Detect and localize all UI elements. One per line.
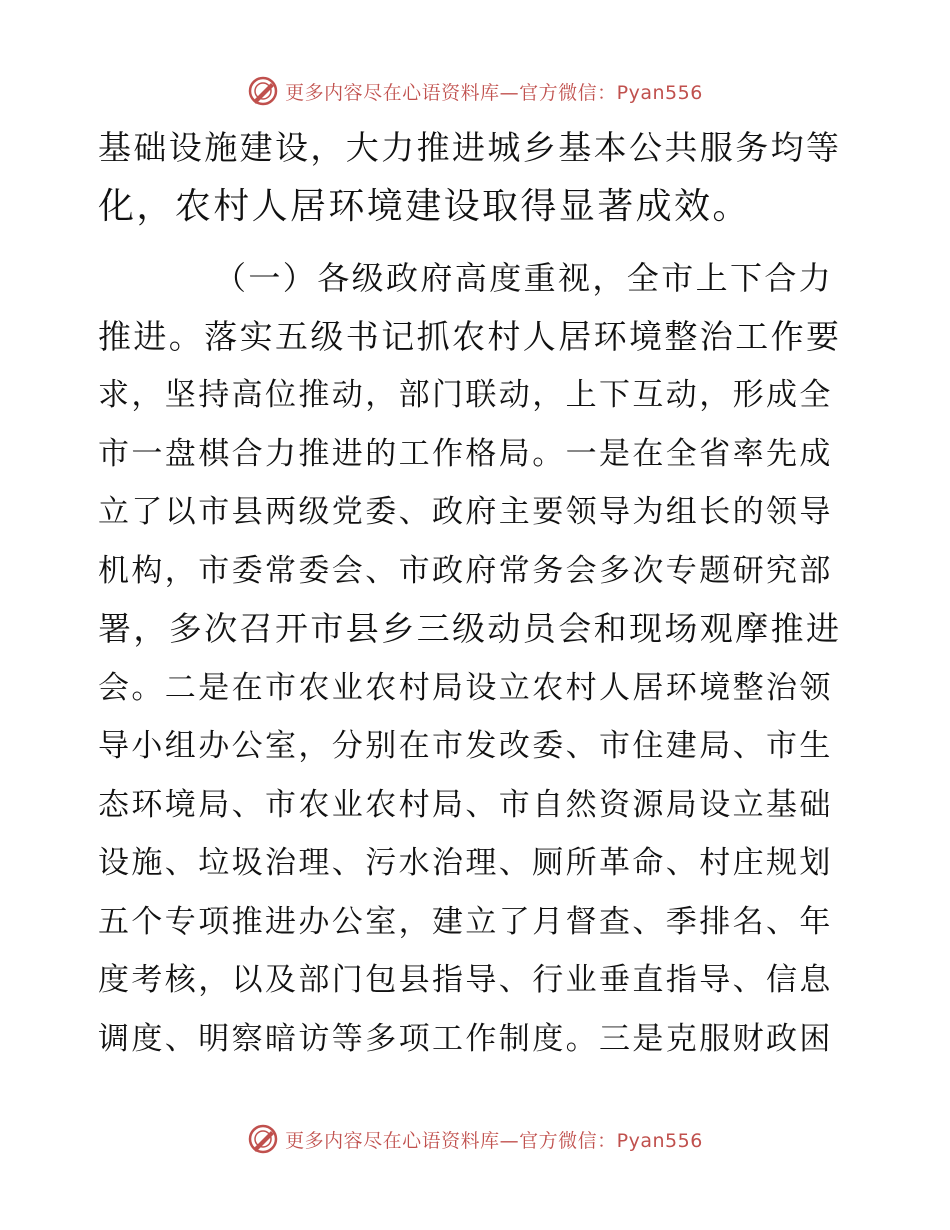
seal-pen-icon bbox=[247, 1123, 279, 1155]
section-heading-line: （一）各级政府高度重视，全市上下合力 bbox=[214, 259, 834, 297]
text-line: 导小组办公室，分别在市发改委、市住建局、市生 bbox=[98, 728, 833, 764]
seal-pen-icon bbox=[247, 75, 279, 107]
footer-watermark bbox=[0, 1119, 950, 1159]
text-line: 推进。落实五级书记抓农村人居环境整治工作要 bbox=[98, 317, 842, 356]
text-line: 市一盘棋合力推进的工作格局。一是在全省率先成 bbox=[98, 436, 833, 472]
text-line: 基础设施建设，大力推进城乡基本公共服务均等 bbox=[98, 128, 842, 167]
text-line: 立了以市县两级党委、政府主要领导为组长的领导 bbox=[98, 494, 833, 530]
text-line: 求，坚持高位推动，部门联动，上下互动，形成全 bbox=[98, 377, 833, 413]
text-line: 态环境局、市农业农村局、市自然资源局设立基础 bbox=[98, 787, 833, 823]
text-line: 化，农村人居环境建设取得显著成效。 bbox=[98, 186, 751, 227]
watermark-text: 更多内容尽在心语资料库—官方微信：Pyan556 bbox=[285, 81, 703, 104]
text-line: 机构，市委常委会、市政府常务会多次专题研究部 bbox=[98, 553, 833, 589]
text-line: 会。二是在市农业农村局设立农村人居环境整治领 bbox=[98, 670, 833, 706]
watermark-text: 更多内容尽在心语资料库—官方微信：Pyan556 bbox=[285, 1129, 703, 1152]
text-line: 度考核，以及部门包县指导、行业垂直指导、信息 bbox=[98, 962, 833, 998]
text-line: 五个专项推进办公室，建立了月督查、季排名、年 bbox=[98, 904, 833, 940]
text-line: 调度、明察暗访等多项工作制度。三是克服财政困 bbox=[98, 1021, 833, 1057]
header-watermark bbox=[0, 71, 950, 111]
text-line: 设施、垃圾治理、污水治理、厕所革命、村庄规划 bbox=[98, 845, 833, 881]
text-line: 署，多次召开市县乡三级动员会和现场观摩推进 bbox=[98, 609, 842, 648]
